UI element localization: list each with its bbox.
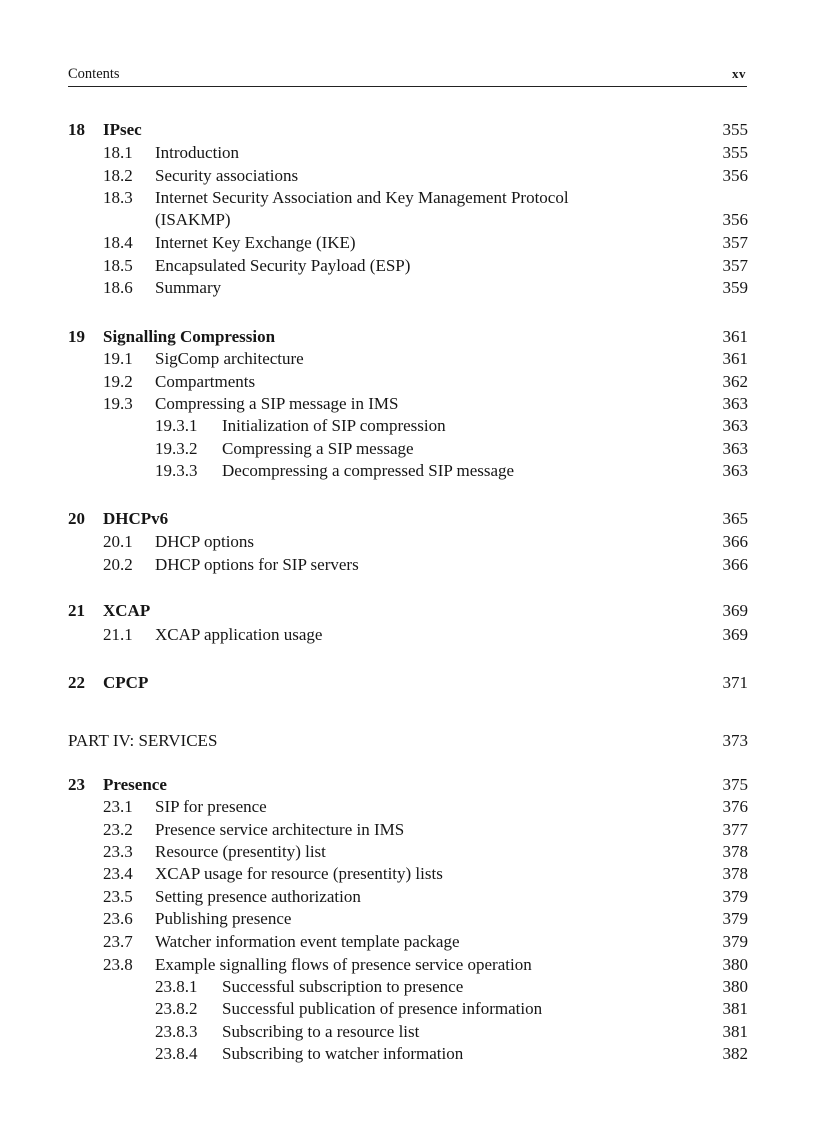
toc-entry-sec xyxy=(0,233,816,253)
entry-title: Signalling Compression xyxy=(103,327,276,346)
toc-entry-sec xyxy=(0,842,816,862)
entry-page-number: 381 xyxy=(722,999,748,1018)
entry-title: Subscribing to a resource list xyxy=(222,1022,420,1041)
toc-entry-sec xyxy=(0,372,816,392)
entry-page-number: 365 xyxy=(722,509,748,528)
toc-entry-sub xyxy=(0,461,816,481)
entry-page-number: 363 xyxy=(722,439,748,458)
entry-title: Security associations xyxy=(155,166,299,185)
entry-number: 23.2 xyxy=(103,820,133,839)
toc-entry-ch xyxy=(0,120,816,140)
toc-entry-ch xyxy=(0,327,816,347)
toc-entry-sec xyxy=(0,864,816,884)
entry-title: Encapsulated Security Payload (ESP) xyxy=(155,256,411,275)
entry-number: 20.1 xyxy=(103,532,133,551)
entry-page-number: 379 xyxy=(722,887,748,906)
entry-page-number: 357 xyxy=(722,233,748,252)
page-number-roman: xv xyxy=(732,66,746,81)
entry-number: 18.5 xyxy=(103,256,133,275)
entry-number: 23.8.1 xyxy=(155,977,198,996)
entry-number: 23.4 xyxy=(103,864,133,883)
toc-entry-sec xyxy=(0,532,816,552)
entry-title: Internet Security Association and Key Management Protocol xyxy=(155,188,569,207)
entry-page-number: 363 xyxy=(722,394,748,413)
toc-entry-ch xyxy=(0,673,816,693)
entry-page-number: 380 xyxy=(722,977,748,996)
toc-entry-sub xyxy=(0,1044,816,1064)
entry-number: 18 xyxy=(68,120,85,139)
toc-entry-cont xyxy=(0,210,816,230)
entry-number: 23.8.2 xyxy=(155,999,198,1018)
entry-number: 21 xyxy=(68,601,85,620)
entry-page-number: 363 xyxy=(722,461,748,480)
entry-title: Compartments xyxy=(155,372,256,391)
entry-title: Watcher information event template package xyxy=(155,932,460,951)
entry-page-number: 355 xyxy=(722,120,748,139)
entry-number: 18.4 xyxy=(103,233,133,252)
entry-title: Initialization of SIP compression xyxy=(222,416,446,435)
entry-title: PART IV: SERVICES xyxy=(68,731,218,750)
entry-number: 23.3 xyxy=(103,842,133,861)
entry-page-number: 355 xyxy=(722,143,748,162)
entry-page-number: 356 xyxy=(722,210,748,229)
entry-page-number: 379 xyxy=(722,932,748,951)
entry-number: 18.1 xyxy=(103,143,133,162)
toc-entry-sec xyxy=(0,349,816,369)
entry-page-number: 378 xyxy=(722,864,748,883)
entry-title: SigComp architecture xyxy=(155,349,304,368)
entry-title: Presence service architecture in IMS xyxy=(155,820,405,839)
entry-title: Internet Key Exchange (IKE) xyxy=(155,233,356,252)
toc-entry-sec xyxy=(0,143,816,163)
entry-title: (ISAKMP) xyxy=(155,210,231,229)
entry-page-number: 366 xyxy=(722,532,748,551)
toc-entry-sub xyxy=(0,977,816,997)
toc-entry-sec xyxy=(0,820,816,840)
entry-page-number: 361 xyxy=(722,327,748,346)
entry-number: 19.3.2 xyxy=(155,439,198,458)
toc-entry-sec xyxy=(0,887,816,907)
toc-entry-sub xyxy=(0,1022,816,1042)
entry-title: XCAP application usage xyxy=(155,625,323,644)
entry-page-number: 369 xyxy=(722,601,748,620)
entry-page-number: 375 xyxy=(722,775,748,794)
entry-page-number: 373 xyxy=(722,731,748,750)
toc-entry-ch xyxy=(0,775,816,795)
entry-title: XCAP xyxy=(103,601,151,620)
toc-entry-sub xyxy=(0,439,816,459)
toc-entry-sub xyxy=(0,999,816,1019)
toc-entry-ch xyxy=(0,601,816,621)
entry-title: IPsec xyxy=(103,120,142,139)
entry-number: 23.6 xyxy=(103,909,133,928)
running-header-title: Contents xyxy=(68,66,120,82)
entry-title: Summary xyxy=(155,278,222,297)
entry-number: 23.5 xyxy=(103,887,133,906)
running-header xyxy=(68,64,747,87)
entry-title: Example signalling flows of presence service operation xyxy=(155,955,532,974)
toc-entry-sec xyxy=(0,909,816,929)
entry-title: Presence xyxy=(103,775,167,794)
entry-page-number: 380 xyxy=(722,955,748,974)
entry-number: 23 xyxy=(68,775,85,794)
entry-title: Subscribing to watcher information xyxy=(222,1044,464,1063)
entry-page-number: 356 xyxy=(722,166,748,185)
toc-entry-part xyxy=(0,731,816,751)
toc-entry-sub xyxy=(0,416,816,436)
toc-entry-sec xyxy=(0,932,816,952)
entry-page-number: 357 xyxy=(722,256,748,275)
entry-number: 20.2 xyxy=(103,555,133,574)
entry-title: Decompressing a compressed SIP message xyxy=(222,461,515,480)
entry-number: 20 xyxy=(68,509,85,528)
entry-title: DHCP options for SIP servers xyxy=(155,555,359,574)
entry-title: Successful subscription to presence xyxy=(222,977,464,996)
entry-number: 19.2 xyxy=(103,372,133,391)
entry-title: Publishing presence xyxy=(155,909,292,928)
entry-number: 19.1 xyxy=(103,349,133,368)
toc-entry-sec xyxy=(0,278,816,298)
entry-page-number: 382 xyxy=(722,1044,748,1063)
entry-number: 23.8.4 xyxy=(155,1044,198,1063)
entry-title: DHCPv6 xyxy=(103,509,169,528)
entry-title: SIP for presence xyxy=(155,797,267,816)
entry-number: 23.7 xyxy=(103,932,133,951)
toc-entry-sec xyxy=(0,166,816,186)
entry-page-number: 359 xyxy=(722,278,748,297)
entry-page-number: 381 xyxy=(722,1022,748,1041)
entry-number: 18.2 xyxy=(103,166,133,185)
toc-entry-sec xyxy=(0,797,816,817)
entry-title: XCAP usage for resource (presentity) lists xyxy=(155,864,443,883)
entry-number: 18.6 xyxy=(103,278,133,297)
entry-page-number: 363 xyxy=(722,416,748,435)
toc-entry-sec xyxy=(0,188,816,208)
entry-number: 21.1 xyxy=(103,625,133,644)
entry-number: 23.1 xyxy=(103,797,133,816)
entry-number: 19.3 xyxy=(103,394,133,413)
entry-page-number: 361 xyxy=(722,349,748,368)
toc-entry-ch xyxy=(0,509,816,529)
entry-title: Compressing a SIP message xyxy=(222,439,414,458)
toc-entry-sec xyxy=(0,256,816,276)
entry-title: Compressing a SIP message in IMS xyxy=(155,394,399,413)
entry-page-number: 376 xyxy=(722,797,748,816)
entry-number: 19.3.1 xyxy=(155,416,198,435)
entry-page-number: 377 xyxy=(722,820,748,839)
entry-page-number: 379 xyxy=(722,909,748,928)
entry-title: Resource (presentity) list xyxy=(155,842,326,861)
entry-page-number: 369 xyxy=(722,625,748,644)
entry-title: Successful publication of presence information xyxy=(222,999,543,1018)
entry-title: DHCP options xyxy=(155,532,255,551)
entry-title: Introduction xyxy=(155,143,240,162)
entry-page-number: 366 xyxy=(722,555,748,574)
entry-page-number: 378 xyxy=(722,842,748,861)
entry-title: CPCP xyxy=(103,673,149,692)
toc-entry-sec xyxy=(0,555,816,575)
entry-number: 23.8 xyxy=(103,955,133,974)
toc-entry-sec xyxy=(0,394,816,414)
entry-page-number: 362 xyxy=(722,372,748,391)
entry-number: 19.3.3 xyxy=(155,461,198,480)
entry-title: Setting presence authorization xyxy=(155,887,361,906)
entry-number: 19 xyxy=(68,327,85,346)
entry-number: 22 xyxy=(68,673,85,692)
entry-number: 23.8.3 xyxy=(155,1022,198,1041)
toc-entry-sec xyxy=(0,625,816,645)
entry-page-number: 371 xyxy=(722,673,748,692)
toc-entry-sec xyxy=(0,955,816,975)
entry-number: 18.3 xyxy=(103,188,133,207)
